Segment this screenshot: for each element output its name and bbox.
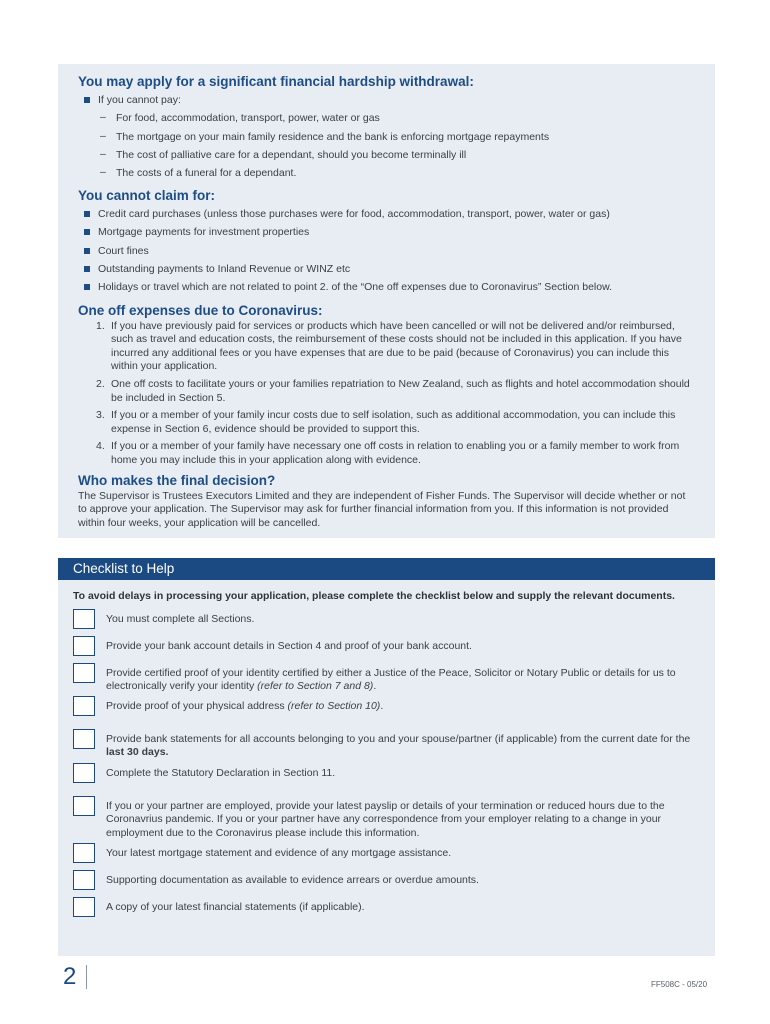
checklist-item [73, 897, 701, 921]
item-text: Provide proof of your physical address [106, 699, 288, 712]
item-text: If you or a member of your family have necessary one off costs in relation to enabling you or a family member to work from home you may include this in your application along with evidence. [111, 440, 680, 466]
checklist-item-text [106, 696, 701, 714]
checklist-intro: To avoid delays in processing your application, please complete the checklist below and supply the relevant documents. [73, 590, 675, 602]
checklist-item-text [106, 729, 701, 760]
item-text: One off costs to facilitate yours or your families repatriation to New Zealand, such as flights and hotel accommodation should be included in Section 5. [111, 377, 690, 404]
item-text: If you or your partner are employed, provide your latest payslip or details of your termination or reduced hours due to the Coronavrius pandemic. If you or your partner have any correspondence from your employer relating to a change in your employment due to the Coronavirus please include this information. [106, 799, 665, 839]
list-item: – The cost of palliative care for a dependant, should you become terminally ill [116, 146, 697, 164]
item-text: Provide certified proof of your identity certified by either a Justice of the Peace, Solicitor or Notary Public or details for us to electronically verify your identity [106, 666, 676, 693]
item-text: If you or a member of your family incur costs due to self isolation, such as additional accommodation, you can include this expense in Section 6, evidence should be provided to support this. [111, 409, 676, 435]
information-panel [58, 64, 715, 538]
item-text-end: . [380, 699, 384, 712]
item-number: 1. [96, 319, 105, 332]
checkbox[interactable] [73, 663, 95, 683]
item-number: 3. [96, 409, 105, 422]
list-item: If you cannot pay: [98, 91, 697, 109]
item-text: Supporting documentation as available to evidence arrears or overdue amounts. [106, 873, 479, 886]
list-item: Mortgage payments for investment properties [98, 223, 697, 241]
item-text: A copy of your latest financial statements (if applicable). [106, 900, 365, 913]
item-text: Provide bank statements for all accounts belonging to you and your spouse/partner (if applicable) from the current date for the [106, 732, 691, 745]
checklist-item [73, 796, 701, 843]
checklist-item-text [106, 796, 701, 841]
list-item [96, 440, 697, 467]
cannot-claim-list [78, 205, 697, 296]
checklist-item [73, 843, 701, 870]
cannot-claim-heading: You cannot claim for: [78, 188, 216, 204]
list-item: – For food, accommodation, transport, power, water or gas [116, 109, 697, 127]
checkbox[interactable] [73, 729, 95, 749]
list-item: Outstanding payments to Inland Revenue or WINZ etc [98, 260, 697, 278]
item-text: Provide your bank account details in Section 4 and proof of your bank account. [106, 639, 472, 652]
list-item: – The costs of a funeral for a dependant. [116, 164, 697, 182]
list-item [96, 319, 697, 374]
checklist-item [73, 870, 701, 897]
page-number: 2 [63, 963, 77, 990]
item-text-italic: (refer to Section 7 and 8) [257, 680, 374, 693]
list-item [96, 377, 697, 405]
checklist-item [73, 609, 701, 636]
checklist-item-text [106, 636, 701, 654]
one-off-expenses-list [78, 320, 697, 468]
checkbox[interactable] [73, 897, 95, 917]
checklist-item [73, 636, 701, 663]
item-number: 4. [96, 440, 105, 453]
checklist-item [73, 763, 701, 796]
final-decision-body: The Supervisor is Trustees Executors Limited and they are independent of Fisher Funds. The Supervisor will decide whether or not to approve your application. The Supervisor may ask for further financial information from you. If this information is not provided within four weeks, your application will be cancelled. [78, 489, 686, 529]
final-decision-heading: Who makes the final decision? [78, 472, 276, 488]
item-number: 2. [96, 377, 105, 390]
checkbox[interactable] [73, 796, 95, 816]
checklist-title: Checklist to Help [73, 561, 175, 576]
checklist-item-text [106, 897, 701, 915]
list-item: Holidays or travel which are not related to point 2. of the “One off expenses due to Coronavirus” Section below. [98, 278, 697, 296]
checkbox[interactable] [73, 870, 95, 890]
checklist-item-text [106, 843, 701, 861]
checklist-item-text [106, 870, 701, 888]
item-text-italic: (refer to Section 10) [287, 699, 381, 712]
page-number-divider [86, 965, 87, 989]
item-text-bold: last 30 days. [106, 746, 169, 759]
checklist-item [73, 696, 701, 729]
checklist-item-text [106, 763, 701, 781]
list-item: Credit card purchases (unless those purchases were for food, accommodation, transport, power, water or gas) [98, 205, 697, 223]
item-text: You must complete all Sections. [106, 612, 255, 625]
one-off-expenses-heading: One off expenses due to Coronavirus: [78, 302, 323, 318]
list-item [96, 409, 697, 436]
checkbox[interactable] [73, 696, 95, 716]
list-item: – The mortgage on your main family residence and the bank is enforcing mortgage repayments [116, 128, 697, 146]
checkbox[interactable] [73, 843, 95, 863]
hardship-sublist [78, 109, 697, 182]
form-code: FF508C - 05/20 [651, 980, 708, 989]
checklist-panel [58, 580, 715, 956]
list-item: Court fines [98, 242, 697, 260]
checklist-item-text [106, 609, 701, 627]
item-text-end: . [373, 680, 377, 693]
checklist-item [73, 663, 701, 696]
checkbox[interactable] [73, 763, 95, 783]
hardship-heading: You may apply for a significant financial hardship withdrawal: [78, 74, 474, 89]
hardship-list [78, 91, 697, 109]
item-text: If you have previously paid for services or products which have been cancelled or will not be delivered and/or reimbursed, such as travel and education costs, the reimbursement of these costs should not be included in this application. If you have incurred any additional fees or you have expenses that are due to be paid (because of Coronavirus) you can include this within your application. [111, 319, 682, 373]
checklist-item [73, 729, 701, 763]
checklist-header [58, 558, 715, 580]
checkbox[interactable] [73, 609, 95, 629]
item-text: Complete the Statutory Declaration in Section 11. [106, 766, 336, 779]
checkbox[interactable] [73, 636, 95, 656]
item-text: Your latest mortgage statement and evidence of any mortgage assistance. [106, 846, 452, 859]
checklist-item-text [106, 663, 701, 694]
